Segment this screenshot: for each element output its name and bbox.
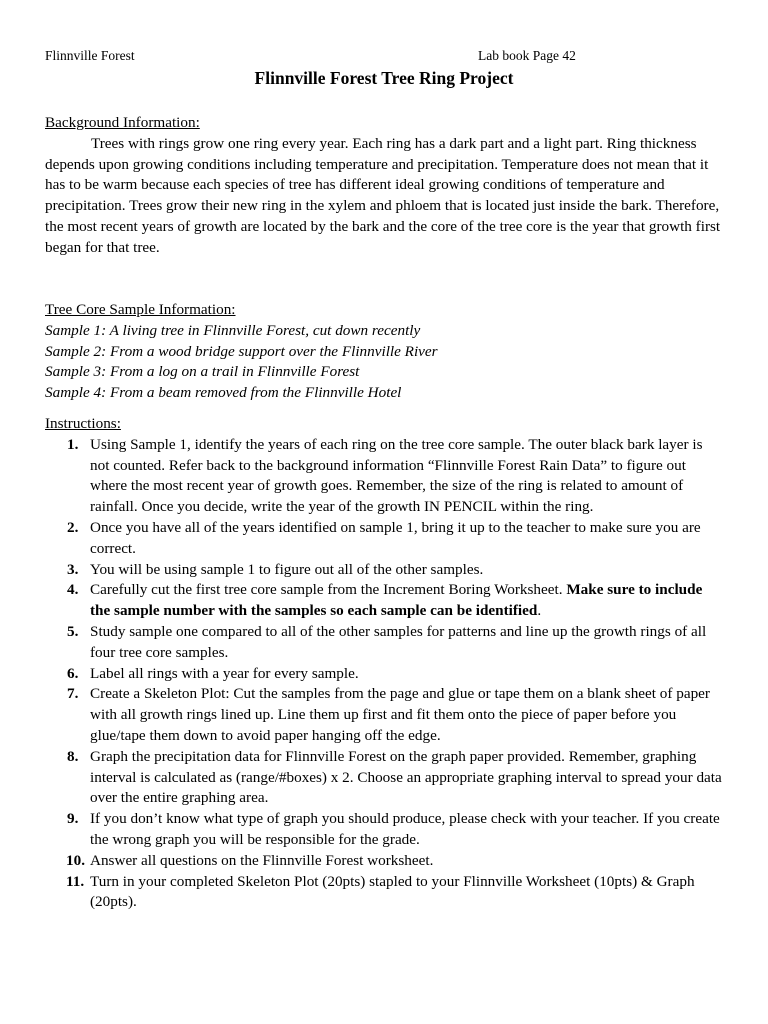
step-number: 5. bbox=[67, 622, 79, 640]
header-page-label: Lab book Page 42 bbox=[478, 48, 576, 63]
background-paragraph: Trees with rings grow one ring every year. Each ring has a dark part and a light part. Ring thickness depends upon growing conditions including temperature and precipitation. Temperature does not mean that it has to be warm because each species of tree has different ideal growing conditions of temperature and precipitation. Trees grow their new ring in the xylem and phloem that is located just inside the bark. Therefore, the most recent years of growth are located by the bark and the core of the tree core is the year that growth first began for that tree. bbox=[45, 134, 721, 256]
sample-item-2: Sample 2: From a wood bridge support over the Flinnville River bbox=[45, 342, 438, 360]
step-text: Once you have all of the years identified on sample 1, bring it up to the teacher to make sure you are correct. bbox=[90, 518, 701, 557]
samples-section bbox=[45, 300, 725, 404]
instruction-step bbox=[45, 747, 725, 809]
instruction-step bbox=[45, 684, 725, 746]
instruction-step bbox=[45, 580, 725, 622]
step-emphasis: Make sure to include the sample number with the samples so each sample can be identified bbox=[90, 581, 703, 620]
instruction-step bbox=[45, 809, 725, 851]
instruction-step bbox=[45, 560, 725, 581]
instruction-step bbox=[45, 518, 725, 560]
step-text: If you don’t know what type of graph you should produce, please check with your teacher. If you create the wrong graph you will be responsible for the grade. bbox=[90, 810, 720, 848]
sample-item-4: Sample 4: From a beam removed from the Flinnville Hotel bbox=[45, 384, 402, 402]
step-number: 9. bbox=[67, 810, 79, 828]
step-number: 1. bbox=[67, 435, 79, 453]
samples-heading: Tree Core Sample Information: bbox=[45, 301, 236, 318]
step-text: Create a Skeleton Plot: Cut the samples from the page and glue or tape them on a blank sheet of paper with all growth rings lined up. Line them up first and fit them onto the piece of paper before you glue/tape them down to avoid paper hanging off the edge. bbox=[90, 685, 710, 744]
instruction-step bbox=[45, 664, 725, 685]
step-text: Turn in your completed Skeleton Plot (20pts) stapled to your Flinnville Worksheet (10pts) & Graph (20pts). bbox=[90, 872, 695, 911]
instruction-step bbox=[45, 872, 725, 914]
instructions-section bbox=[45, 414, 725, 913]
step-number: 6. bbox=[67, 664, 79, 682]
instruction-step bbox=[45, 622, 725, 664]
instructions-list bbox=[45, 435, 725, 913]
step-number: 10. bbox=[66, 851, 85, 869]
step-text: Label all rings with a year for every sample. bbox=[90, 664, 359, 682]
background-heading: Background Information: bbox=[45, 114, 200, 131]
step-text: Answer all questions on the Flinnville Forest worksheet. bbox=[90, 851, 434, 869]
step-text-end: . bbox=[537, 602, 542, 620]
instruction-step bbox=[45, 435, 725, 518]
sample-item-1: Sample 1: A living tree in Flinnville Forest, cut down recently bbox=[45, 321, 421, 339]
step-text: You will be using sample 1 to figure out all of the other samples. bbox=[90, 560, 484, 578]
step-text: Using Sample 1, identify the years of each ring on the tree core sample. The outer black bark layer is not counted. Refer back to the background information “Flinnville Forest Rain Data” to figure out where the most recent year of growth goes. Remember, the size of the ring is related to amount of rainfall. Once you decide, write the year of the growth IN PENCIL within the ring. bbox=[90, 435, 703, 516]
background-section bbox=[45, 113, 725, 259]
step-number: 3. bbox=[67, 560, 79, 578]
step-text: Graph the precipitation data for Flinnville Forest on the graph paper provided. Remember, graphing interval is calculated as (range/#boxes) x 2. Choose an appropriate graphing interval to spread your data over the entire graphing area. bbox=[90, 747, 722, 807]
step-text: Carefully cut the first tree core sample from the Increment Boring Worksheet. bbox=[90, 581, 567, 599]
step-number: 7. bbox=[67, 685, 79, 703]
header-left-text: Flinnville Forest bbox=[45, 48, 135, 63]
step-number: 8. bbox=[67, 747, 79, 765]
step-number: 11. bbox=[66, 872, 85, 890]
page-title: Flinnville Forest Tree Ring Project bbox=[254, 68, 514, 88]
step-number: 4. bbox=[67, 581, 79, 599]
step-text: Study sample one compared to all of the other samples for patterns and line up the growth rings of all four tree core samples. bbox=[90, 622, 707, 661]
instructions-heading: Instructions: bbox=[45, 415, 121, 432]
sample-item-3: Sample 3: From a log on a trail in Flinnville Forest bbox=[45, 363, 360, 381]
step-number: 2. bbox=[67, 518, 79, 536]
instruction-step bbox=[45, 851, 725, 872]
